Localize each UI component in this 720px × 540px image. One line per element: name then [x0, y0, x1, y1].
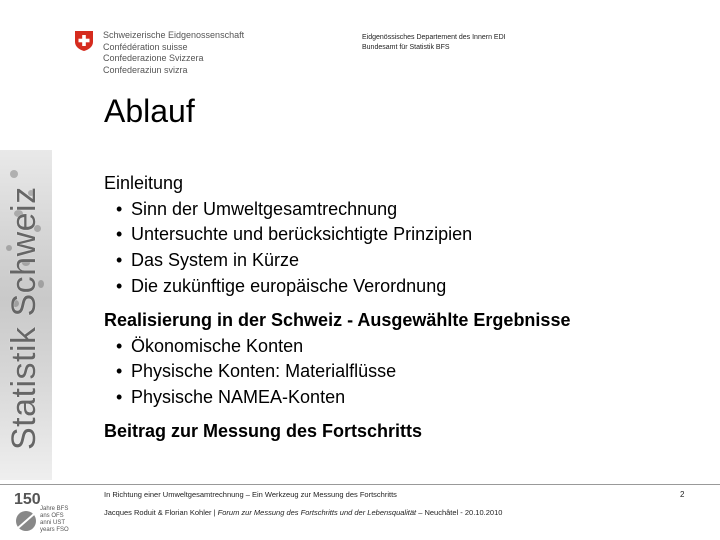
confederation-line: Confédération suisse	[103, 41, 188, 52]
bfs-150-logo-icon	[14, 488, 78, 534]
section-heading: Einleitung	[104, 173, 184, 193]
bullet-item	[116, 385, 345, 409]
logo-text: Jahre BFS	[40, 506, 69, 512]
confederation-line: Confederaziun svizra	[103, 64, 188, 75]
sidebar-image	[0, 150, 52, 480]
bullet-marker: •	[116, 276, 123, 296]
logo-number: 150	[14, 491, 41, 508]
bullet-text: Die zukünftige europäische Verordnung	[131, 276, 447, 296]
bullet-text: Das System in Kürze	[131, 250, 300, 270]
bullet-item	[116, 274, 446, 298]
confederation-line: Confederazione Svizzera	[103, 53, 204, 63]
logo-text: anni UST	[40, 520, 66, 526]
swiss-flag-icon	[73, 30, 95, 52]
bullet-item	[116, 248, 299, 272]
footer-event: Forum zur Messung des Fortschritts und der Lebensqualität	[217, 508, 417, 517]
logo-text: ans OFS	[40, 513, 64, 519]
bullet-marker: •	[116, 387, 123, 407]
slide-title: Ablauf	[104, 93, 195, 129]
bullet-marker: •	[116, 250, 123, 270]
footer-place-date: – Neuchâtel - 20.10.2010	[416, 508, 503, 517]
bullet-item	[116, 222, 472, 246]
bullet-text: Sinn der Umweltgesamtrechnung	[131, 199, 398, 219]
sidebar-label: Statistik Schweiz	[5, 186, 43, 450]
confederation-names	[103, 30, 244, 76]
footer-divider	[0, 484, 720, 485]
bullet-item	[116, 334, 303, 358]
bullet-text: Physische Konten: Materialflüsse	[131, 361, 397, 381]
department-info	[362, 33, 506, 53]
footer-title: In Richtung einer Umweltgesamtrechnung – Ein Werkzeug zur Messung des Fortschritts	[104, 490, 397, 499]
bullet-marker: •	[116, 361, 123, 381]
section-heading: Beitrag zur Messung des Fortschritts	[104, 421, 423, 441]
page-number: 2	[680, 490, 685, 499]
footer-credits	[104, 508, 502, 517]
department-name: Eidgenössisches Departement des Innern EDI	[362, 34, 506, 41]
confederation-line: Schweizerische Eidgenossenschaft	[103, 30, 245, 40]
bullet-item	[116, 197, 397, 221]
bullet-text: Physische NAMEA-Konten	[131, 387, 346, 407]
section-heading: Realisierung in der Schweiz - Ausgewählte Ergebnisse	[104, 310, 571, 330]
bullet-text: Untersuchte und berücksichtigte Prinzipien	[131, 224, 473, 244]
bullet-marker: •	[116, 224, 123, 244]
logo-text: years FSO	[40, 527, 69, 533]
office-name: Bundesamt für Statistik BFS	[362, 44, 450, 51]
footer-authors: Jacques Roduit & Florian Kohler |	[104, 508, 218, 517]
bullet-text: Ökonomische Konten	[131, 336, 304, 356]
bullet-marker: •	[116, 336, 123, 356]
bullet-item	[116, 359, 396, 383]
bullet-marker: •	[116, 199, 123, 219]
